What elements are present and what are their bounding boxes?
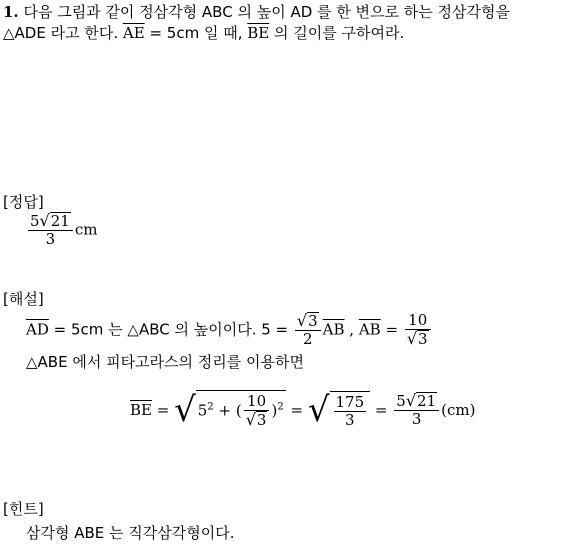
hint-text: 삼각형 ABE 는 직각삼각형이다. [26,524,235,542]
explanation-equals: = [385,320,399,339]
formula-res-radicand: 21 [417,391,437,410]
question-text-1: 다음 그림과 같이 정삼각형 ABC 의 높이 AD 를 한 변으로 하는 정삼각형을 [23,3,510,21]
formula-radicand-1 [196,390,286,430]
answer-unit: cm [74,220,98,239]
question-text-2a: △ADE 라고 한다. [3,24,119,42]
formula-radicand-2 [330,391,371,430]
formula-frac-den: 3 [345,410,355,429]
answer-denominator: 3 [45,230,56,249]
explanation-frac2-num: 10 [405,312,431,330]
answer-value [26,212,97,249]
formula-radical-1: √ [174,389,196,430]
question-text-2c: 의 길이를 구하여라. [274,24,405,42]
formula-res-den: 3 [411,409,422,428]
question-text-2b: = 5cm 일 때, [149,24,243,42]
question-line-1 [3,3,510,21]
formula-inner-base: 5 [197,401,208,420]
formula-eq2: = [290,400,304,419]
segment-ab: $\overline{AB}$ [322,320,345,339]
explanation-fraction-1: $\frac{√3}{2}$ [295,312,321,349]
explanation-frac1-den: 2 [302,330,313,349]
explanation-fraction-2: $\frac{10}{√3}$ [405,312,431,349]
explanation-formula [130,390,475,430]
formula-result-frac: $\frac{5√21}{3}$ [394,392,439,429]
formula-frac-num: 175 [335,392,365,411]
formula-plus: + ( [218,401,242,420]
formula-inner-frac-num: 10 [244,393,270,411]
question-number: 1. [3,3,19,21]
segment-be: $\overline{BE}$ [247,24,270,42]
segment-ad: $\overline{AD}$ [26,320,49,339]
segment-ae: $\overline{AE}$ [122,24,145,42]
question-line-2 [3,24,404,42]
formula-eq3: = [374,400,388,419]
formula-unit: (cm) [441,400,476,419]
formula-inner-frac: $\frac{10}{√3}$ [244,393,270,430]
formula-res-coef: 5 [396,391,406,410]
formula-inner-exp2: 2 [277,401,284,413]
formula-inner-frac-radicand: 3 [256,411,267,430]
explanation-heading: [해설] [3,290,44,308]
explanation-text-1: = 5cm 는 △ABC 의 높이이다. 5 = [53,320,289,339]
hint-heading: [힌트] [3,500,44,518]
formula-be: $\overline{BE}$ [130,400,152,419]
explanation-comma: , [349,320,355,339]
formula-radical-2: √ [307,389,330,430]
formula-close: ) [271,401,278,420]
answer-radicand: 21 [50,212,70,230]
formula-inner-exp: 2 [207,401,214,413]
explanation-line-2: △ABE 에서 피타고라스의 정리를 이용하면 [26,353,304,371]
answer-coef: 5 [30,212,40,230]
answer-heading: [정답] [3,193,44,211]
explanation-line-1 [26,312,433,349]
explanation-frac2-radicand: 3 [418,330,428,349]
formula-eq1: = [156,400,170,419]
segment-ab-2: $\overline{AB}$ [358,320,381,339]
explanation-frac1-radicand: 3 [308,312,318,330]
formula-frac [334,394,367,430]
answer-fraction: $\frac{5√21}{3}$ [28,212,73,249]
